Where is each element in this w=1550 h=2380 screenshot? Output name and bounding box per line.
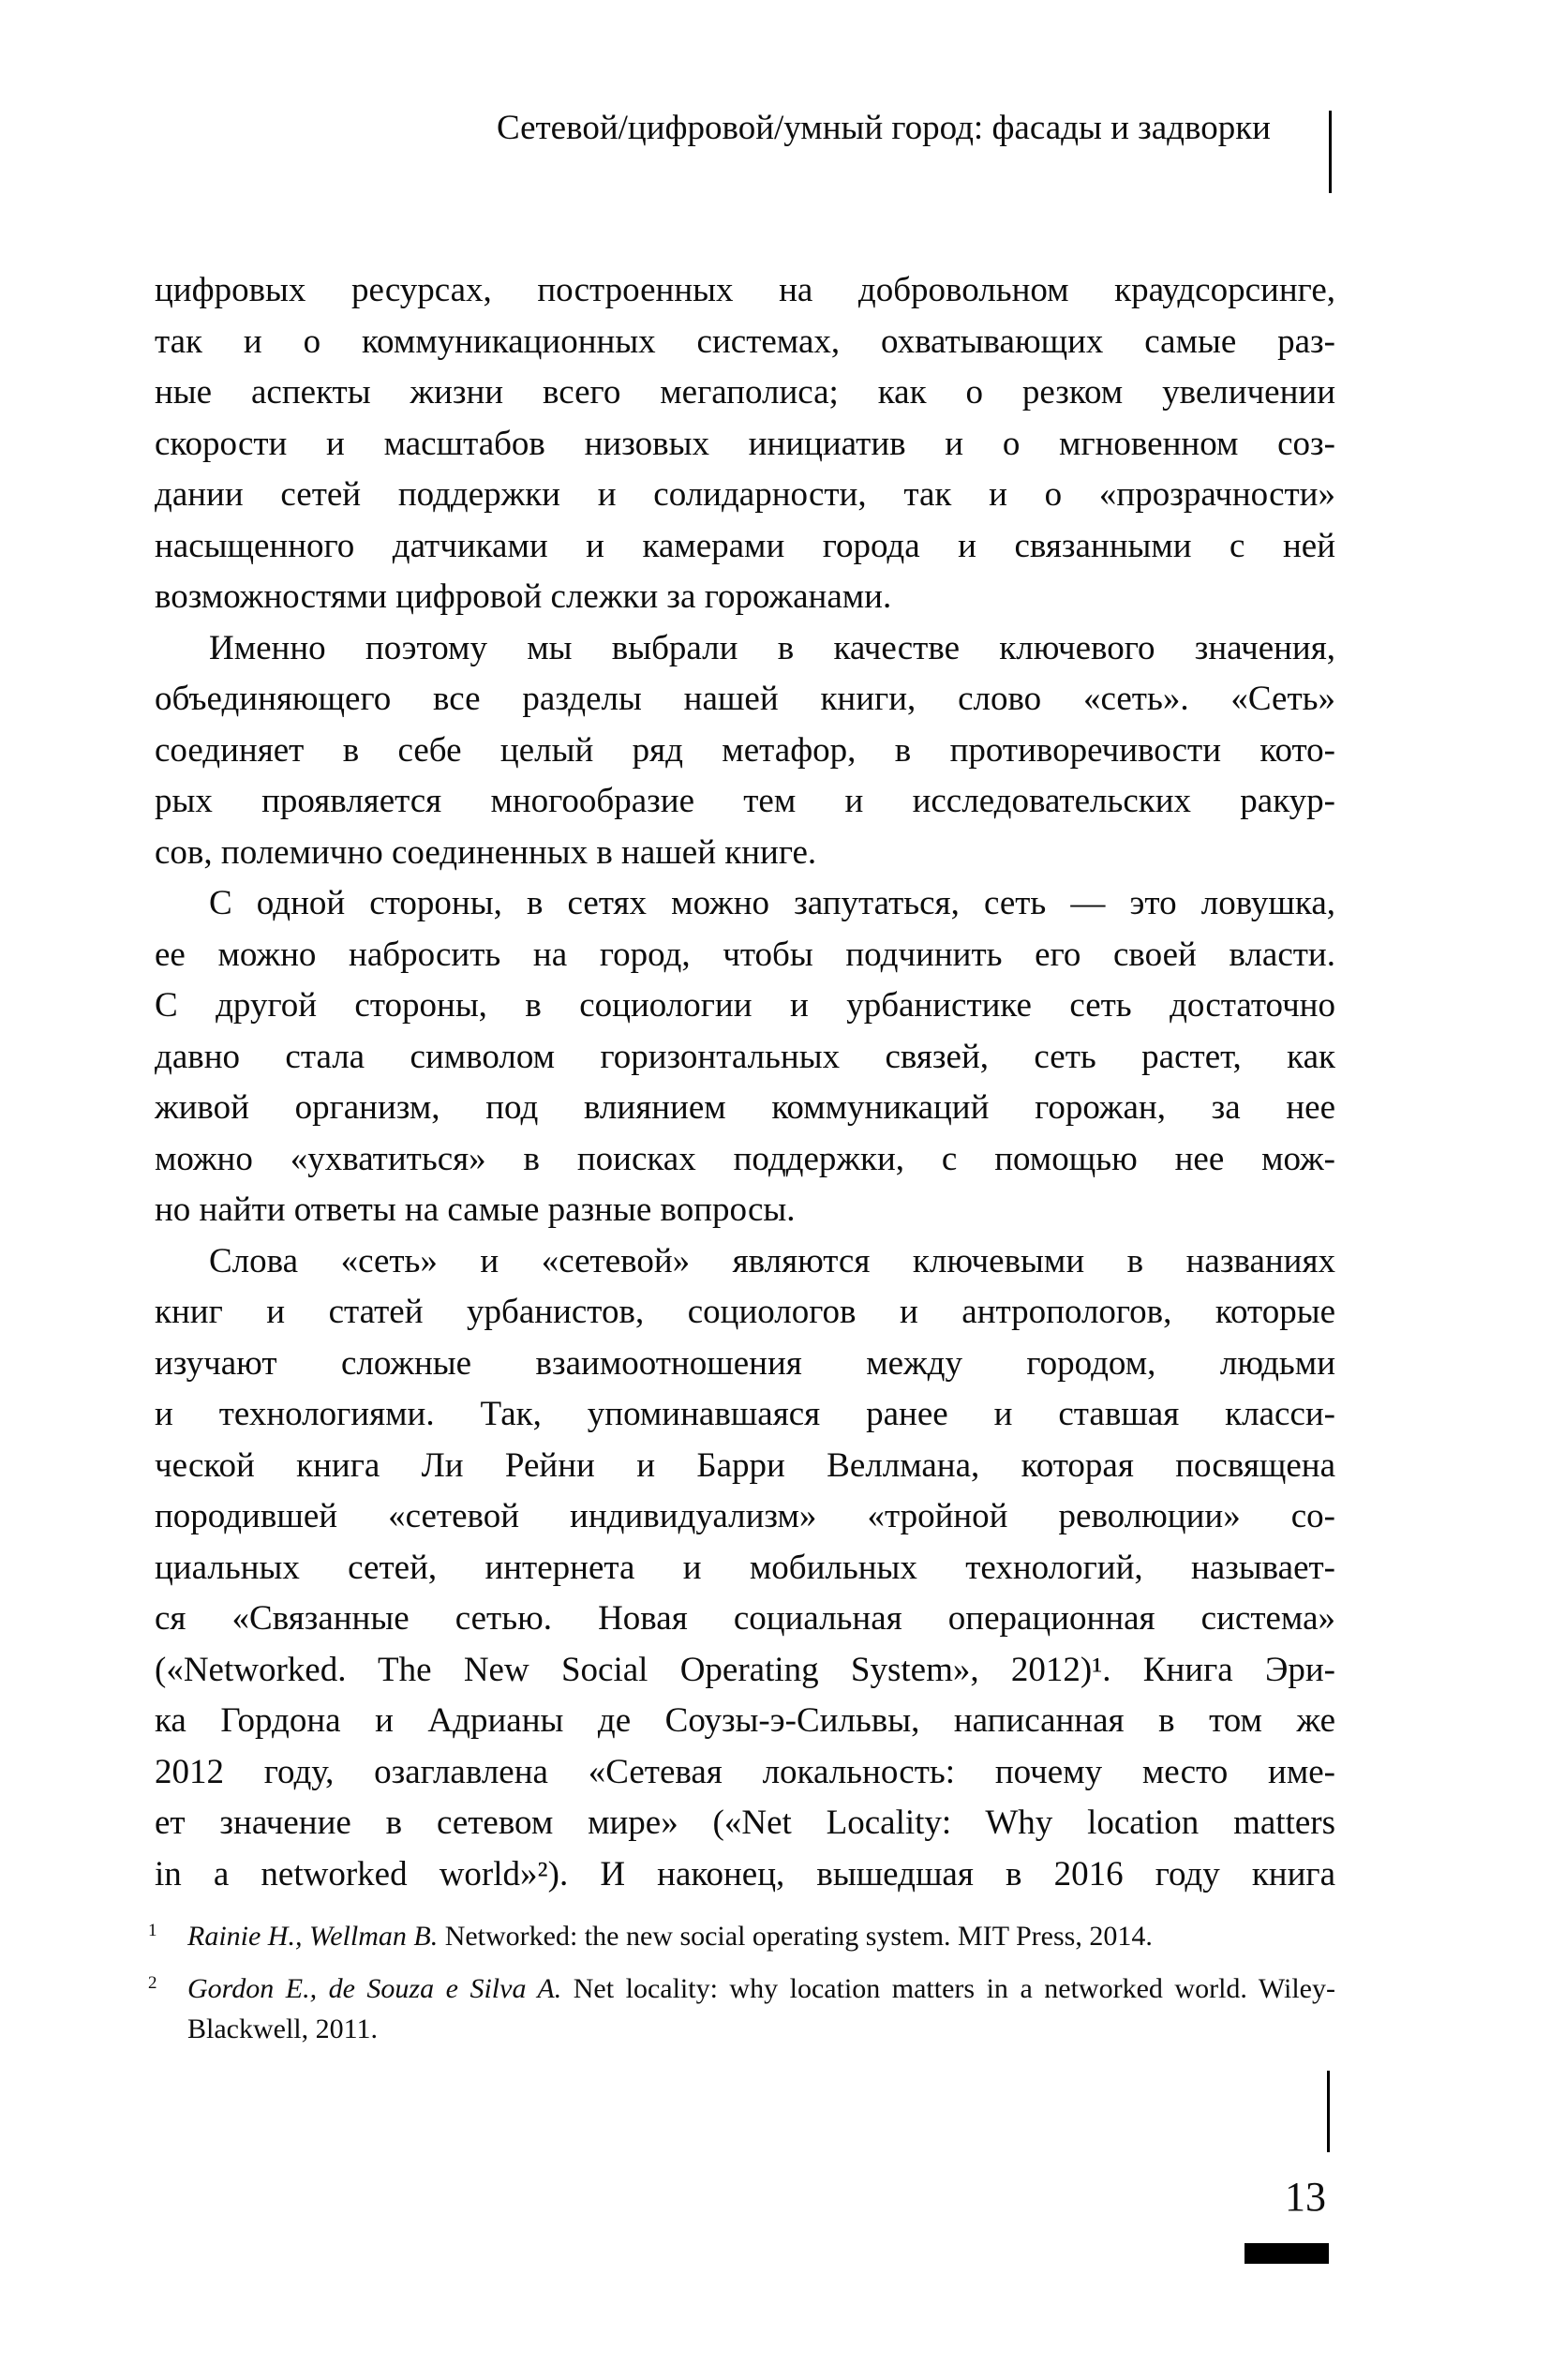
body-line: («Networked. The New Social Operating System», 2012)¹. Книга Эри- bbox=[155, 1650, 1335, 1689]
body-line: сов, полемично соединенных в нашей книге. bbox=[155, 832, 817, 872]
body-line: и технологиями. Так, упоминавшаяся ранее и ставшая класси- bbox=[155, 1395, 1335, 1433]
body-line: in a networked world»²). И наконец, вышедшая в 2016 году книга bbox=[155, 1854, 1335, 1894]
running-header: Сетевой/цифровой/умный город: фасады и задворки bbox=[496, 109, 1271, 147]
body-line: так и о коммуникационных системах, охватывающих самые раз- bbox=[155, 322, 1335, 361]
body-line: книг и статей урбанистов, социологов и антропологов, которые bbox=[155, 1293, 1335, 1331]
body-line: живой организм, под влиянием коммуникаций горожан, за нее bbox=[155, 1088, 1335, 1127]
body-line: дании сетей поддержки и солидарности, так и о «прозрачности» bbox=[155, 475, 1335, 514]
body-line: ные аспекты жизни всего мегаполиса; как о резком увеличении bbox=[155, 373, 1335, 412]
footnote-marker: 1 bbox=[148, 1921, 157, 1940]
body-line: Именно поэтому мы выбрали в качестве ключевого значения, bbox=[209, 628, 1335, 667]
body-line: циальных сетей, интернета и мобильных технологий, называет- bbox=[155, 1548, 1335, 1587]
body-line: соединяет в себе целый ряд метафор, в противоречивости кото- bbox=[155, 730, 1335, 770]
body-line: ка Гордона и Адрианы де Соузы-э-Сильвы, написанная в том же bbox=[155, 1701, 1335, 1740]
body-line: объединяющего все разделы нашей книги, слово «сеть». «Сеть» bbox=[155, 680, 1335, 718]
body-line: возможностями цифровой слежки за горожанами. bbox=[155, 577, 892, 616]
page-number: 13 bbox=[1285, 2174, 1326, 2220]
body-line: изучают сложные взаимоотношения между городом, людьми bbox=[155, 1343, 1335, 1383]
body-line: Слова «сеть» и «сетевой» являются ключевыми в названиях bbox=[209, 1241, 1335, 1280]
body-line: ет значение в сетевом мире» («Net Locality: Why location matters bbox=[155, 1804, 1335, 1842]
body-line: ческой книга Ли Рейни и Барри Веллмана, которая посвящена bbox=[155, 1445, 1335, 1485]
footnote-authors: Gordon E., de Souza e Silva A. bbox=[187, 1973, 562, 2004]
body-line: 2012 году, озаглавлена «Сетевая локальность: почему место име- bbox=[155, 1752, 1335, 1791]
footnotes bbox=[148, 1910, 1335, 2056]
body-line: С одной стороны, в сетях можно запутаться, сеть — это ловушка, bbox=[209, 884, 1335, 922]
footnote-authors: Rainie H., Wellman B. bbox=[187, 1921, 439, 1952]
body-line: насыщенного датчиками и камерами города и связанными с ней bbox=[155, 526, 1335, 565]
body-line: скорости и масштабов низовых инициатив и о мгновенном соз- bbox=[155, 424, 1335, 463]
body-line: можно «ухватиться» в поисках поддержки, с помощью нее мож- bbox=[155, 1139, 1335, 1178]
body-line: С другой стороны, в социологии и урбанистике сеть достаточно bbox=[155, 986, 1335, 1025]
footer-rule bbox=[1327, 2071, 1330, 2152]
body-line: цифровых ресурсах, построенных на добровольном краудсорсинге, bbox=[155, 271, 1335, 309]
footnote-marker: 2 bbox=[148, 1973, 157, 1993]
body-text bbox=[155, 265, 1335, 1900]
footnote-text: Networked: the new social operating system. MIT Press, 2014. bbox=[438, 1921, 1153, 1952]
footer-black-block bbox=[1244, 2243, 1329, 2264]
body-line: рых проявляется многообразие тем и исследовательских ракур- bbox=[155, 782, 1335, 820]
body-line: давно стала символом горизонтальных связей, сеть растет, как bbox=[155, 1037, 1335, 1076]
footnote bbox=[148, 1910, 1335, 1956]
body-line: ся «Связанные сетью. Новая социальная операционная система» bbox=[155, 1599, 1335, 1638]
header-rule bbox=[1329, 111, 1332, 193]
body-line: ее можно набросить на город, чтобы подчинить его своей власти. bbox=[155, 935, 1335, 974]
footnote bbox=[148, 1963, 1335, 2049]
body-line: но найти ответы на самые разные вопросы. bbox=[155, 1190, 796, 1229]
footnote-text: Net locality: why location matters in a networked world. Wiley-Blackwell, 2011. bbox=[187, 1973, 1335, 2044]
body-line: породившей «сетевой индивидуализм» «тройной революции» со- bbox=[155, 1497, 1335, 1535]
